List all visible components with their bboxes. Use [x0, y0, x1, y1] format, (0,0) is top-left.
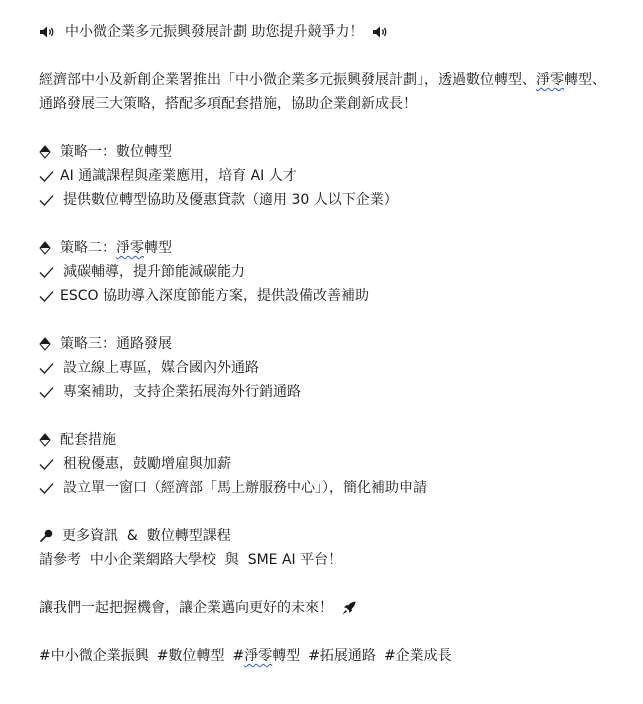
strategy-title: 策略一：數位轉型	[60, 144, 172, 160]
diamond-icon	[39, 241, 51, 255]
blank-line	[39, 212, 619, 236]
hashtag-text: 轉型	[272, 648, 301, 664]
blank-line	[39, 572, 619, 596]
strategy1-heading	[39, 140, 619, 164]
pushpin-icon	[39, 529, 53, 543]
hashtag: #拓展通路	[308, 648, 376, 664]
more-info-title: 更多資訊 & 數位轉型課程	[62, 528, 231, 544]
blank-line	[39, 308, 619, 332]
hashtag-line	[39, 644, 619, 668]
closing-text: 讓我們一起把握機會，讓企業邁向更好的未來！	[39, 600, 333, 616]
speaker-icon	[39, 25, 56, 39]
hashtag	[232, 644, 300, 668]
check-mark-icon	[39, 386, 54, 399]
list-item-text: 減碳輔導，提升節能減碳能力	[63, 264, 245, 280]
check-mark-icon	[39, 290, 54, 303]
blank-line	[39, 116, 619, 140]
diamond-icon	[39, 145, 51, 159]
intro-paragraph	[39, 68, 619, 116]
list-item-text: 設立線上專區，媒合國內外通路	[63, 360, 259, 376]
list-item	[39, 476, 619, 500]
list-item-text: ESCO 協助導入深度節能方案，提供設備改善補助	[60, 288, 369, 304]
intro-text: 轉型、通路發展三大策略，搭配多項配套措施，協助企業創新成長！	[39, 72, 606, 112]
check-mark-icon	[39, 362, 54, 375]
list-item	[39, 284, 619, 308]
blank-line	[39, 620, 619, 644]
hashtag: #企業成長	[383, 648, 452, 664]
hashtag-text: #	[232, 648, 245, 664]
page-title: 中小微企業多元振興發展計劃 助您提升競爭力！	[65, 24, 364, 40]
rocket-icon	[341, 600, 357, 616]
check-mark-icon	[39, 458, 54, 471]
strategy3-heading	[39, 332, 619, 356]
list-item	[39, 452, 619, 476]
spellcheck-word: 淨零	[536, 72, 564, 88]
list-item	[39, 188, 619, 212]
blank-line	[39, 500, 619, 524]
strategy2-heading	[39, 236, 619, 260]
check-mark-icon	[39, 482, 54, 495]
support-title: 配套措施	[60, 432, 116, 448]
list-item	[39, 260, 619, 284]
list-item	[39, 380, 619, 404]
support-heading	[39, 428, 619, 452]
document-body	[39, 20, 619, 668]
list-item-text: 提供數位轉型協助及優惠貸款（適用 30 人以下企業）	[63, 192, 398, 208]
diamond-icon	[39, 337, 51, 351]
spellcheck-word: 淨零	[116, 240, 144, 256]
closing-line	[39, 596, 619, 620]
list-item-text: 租稅優惠，鼓勵增雇與加薪	[63, 456, 231, 472]
diamond-icon	[39, 433, 51, 447]
blank-line	[39, 44, 619, 68]
list-item-text: 設立單一窗口（經濟部「馬上辦服務中心」），簡化補助申請	[63, 480, 427, 496]
hashtag: #數位轉型	[156, 648, 225, 664]
strategy-title	[60, 236, 172, 260]
list-item-text: AI 通識課程與產業應用，培育 AI 人才	[60, 168, 297, 184]
speaker-icon	[372, 25, 389, 39]
blank-line	[39, 404, 619, 428]
spellcheck-word: 淨零	[244, 648, 273, 664]
strategy-title-text: 策略二：	[60, 240, 116, 256]
title-line	[39, 20, 619, 44]
hashtag: #中小微企業振興	[39, 648, 149, 664]
intro-text: 經濟部中小及新創企業署推出「中小微企業多元振興發展計劃」，透過數位轉型、	[39, 72, 536, 88]
check-mark-icon	[39, 170, 54, 183]
more-info-text: 請參考 中小企業網路大學校 與 SME AI 平台！	[39, 552, 343, 568]
list-item	[39, 164, 619, 188]
more-info-heading	[39, 524, 619, 548]
more-info-line	[39, 548, 619, 572]
check-mark-icon	[39, 266, 54, 279]
list-item-text: 專案補助，支持企業拓展海外行銷通路	[63, 384, 301, 400]
check-mark-icon	[39, 194, 54, 207]
strategy-title-text: 轉型	[144, 240, 172, 256]
list-item	[39, 356, 619, 380]
strategy-title: 策略三：通路發展	[60, 336, 172, 352]
